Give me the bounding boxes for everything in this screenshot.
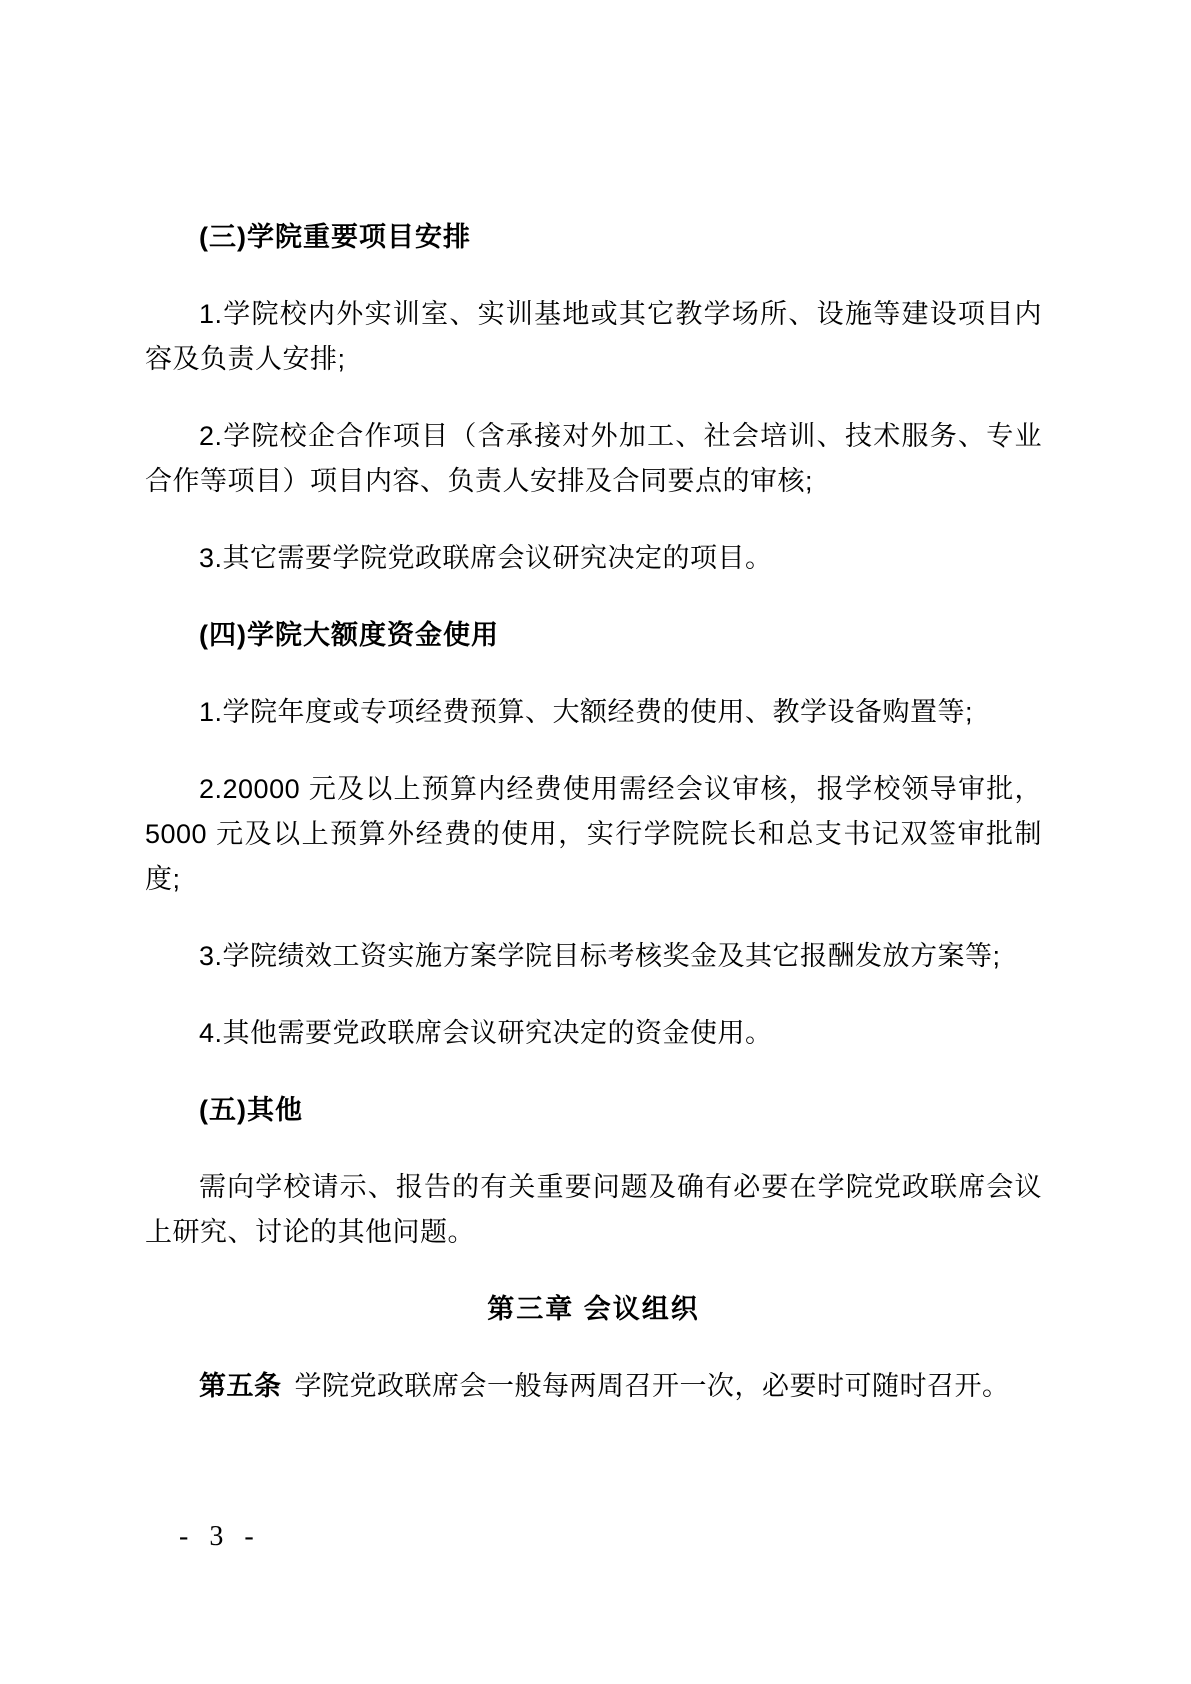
article-clause-5 <box>145 1364 1042 1409</box>
paragraph-item-1-projects: 1.学院校内外实训室、实训基地或其它教学场所、设施等建设项目内容及负责人安排; <box>145 299 1042 374</box>
article-number: 第五条 <box>199 1371 282 1401</box>
paragraph-funds-1-budget: 1.学院年度或专项经费预算、大额经费的使用、教学设备购置等; <box>199 697 974 727</box>
document-body <box>145 215 1042 1409</box>
article-text: 学院党政联席会一般每两周召开一次，必要时可随时召开。 <box>294 1371 1010 1401</box>
paragraph-funds-3-salary: 3.学院绩效工资实施方案学院目标考核奖金及其它报酬发放方案等; <box>199 941 1001 971</box>
paragraph-item-3-other-projects: 3.其它需要学院党政联席会议研究决定的项目。 <box>199 543 773 573</box>
section-heading-3: (三)学院重要项目安排 <box>199 222 471 252</box>
paragraph-item-2-cooperation: 2.学院校企合作项目（含承接对外加工、社会培训、技术服务、专业合作等项目）项目内容、负责人安排及合同要点的审核; <box>145 421 1042 496</box>
paragraph-other-issues: 需向学校请示、报告的有关重要问题及确有必要在学院党政联席会议上研究、讨论的其他问题。 <box>145 1172 1042 1247</box>
paragraph-funds-2-approval: 2.20000 元及以上预算内经费使用需经会议审核，报学校领导审批，5000 元及以上预算外经费的使用，实行学院院长和总支书记双签审批制度; <box>145 774 1042 894</box>
paragraph-funds-4-other: 4.其他需要党政联席会议研究决定的资金使用。 <box>199 1018 773 1048</box>
section-heading-5: (五)其他 <box>199 1095 303 1125</box>
chapter-heading: 第三章 会议组织 <box>487 1294 700 1324</box>
page-number: - 3 - <box>179 1521 261 1552</box>
section-heading-4: (四)学院大额度资金使用 <box>199 620 499 650</box>
